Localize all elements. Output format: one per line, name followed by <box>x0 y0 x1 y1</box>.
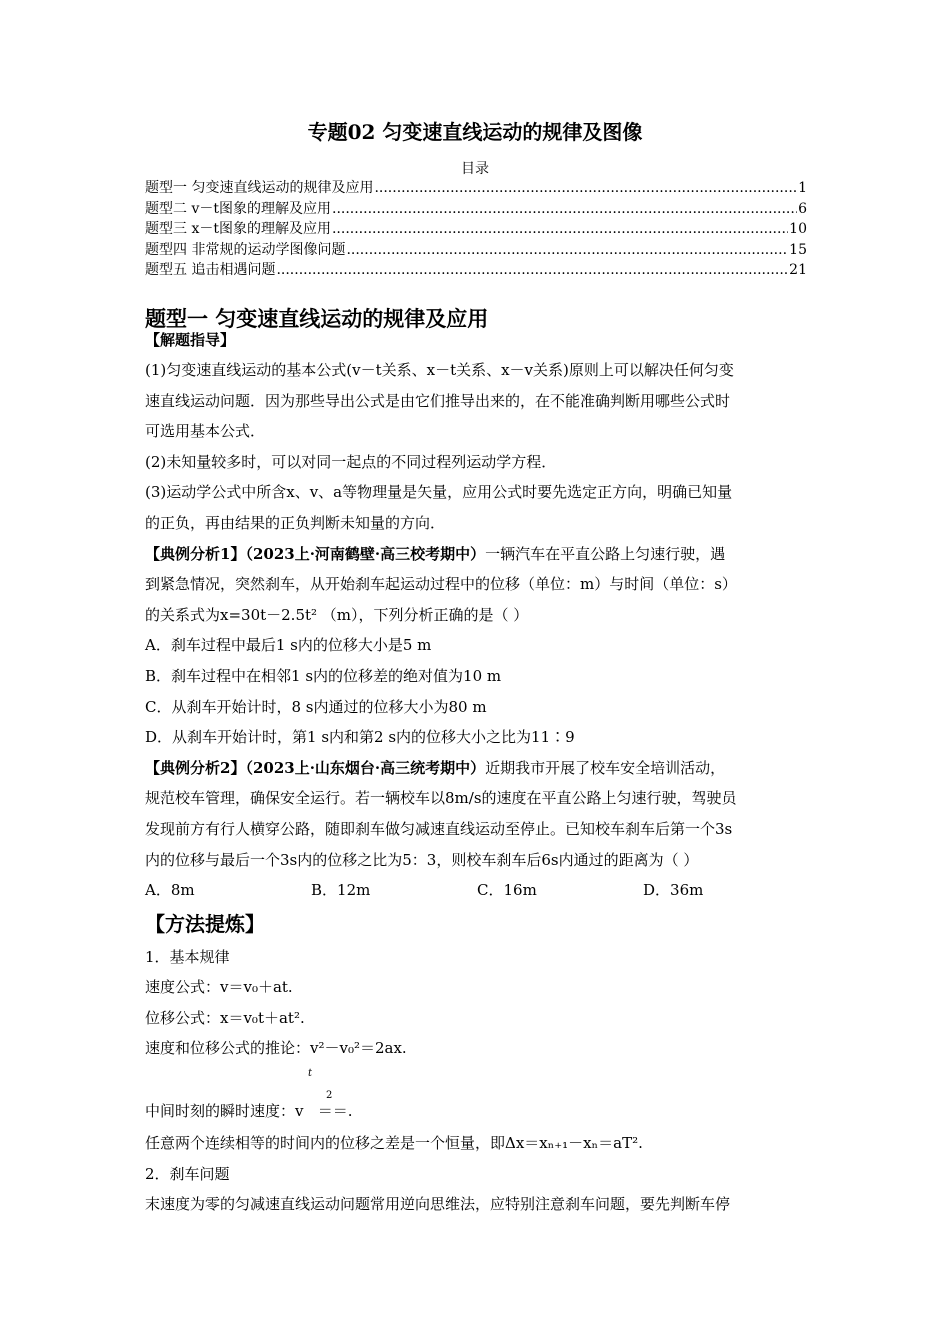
example1-option-b: B．刹车过程中在相邻1 s内的位移差的绝对值为10 m <box>145 666 502 685</box>
toc-entry-page: 1 <box>798 180 807 196</box>
section-body <box>145 355 810 1220</box>
toc-entry-label: 题型二 v－t图象的理解及应用 <box>145 200 331 217</box>
guide-line: (2)未知量较多时，可以对同一起点的不同过程列运动学方程． <box>145 452 557 471</box>
toc-leader-dots <box>332 199 797 220</box>
formula-delta-x: 任意两个连续相等的时间内的位移之差是一个恒量，即Δx＝xₙ₊₁－xₙ＝aT². <box>145 1134 643 1153</box>
formula-inference: 速度和位移公式的推论：v²－v₀²＝2ax. <box>145 1039 407 1058</box>
toc-entry[interactable] <box>145 199 807 220</box>
mid-time-2: 2 <box>326 1090 333 1102</box>
example2-option-c: C．16m <box>477 881 537 900</box>
toc-entry-label: 题型五 追击相遇问题 <box>145 262 276 278</box>
example2-line: 规范校车管理，确保安全运行。若一辆校车以8m/s的速度在平直公路上匀速行驶，驾驶员 <box>145 789 737 808</box>
toc-entry-page: 21 <box>789 262 807 278</box>
guide-line: (3)运动学公式中所含x、v、a等物理量是矢量，应用公式时要先选定正方向，明确已知量 <box>145 483 733 502</box>
example1-option-d: D．从刹车开始计时，第1 s内和第2 s内的位移大小之比为11∶9 <box>145 728 575 747</box>
example2-option-b: B．12m <box>311 881 371 900</box>
mid-time-t: t <box>308 1068 313 1080</box>
example1-option-a: A．刹车过程中最后1 s内的位移大小是5 m <box>145 636 432 655</box>
example2-option-d: D．36m <box>643 881 704 900</box>
formula-velocity: 速度公式：v＝v₀＋at. <box>145 978 293 997</box>
mid-time-rest: ＝＝. <box>317 1102 353 1121</box>
method-heading: 【方法提炼】 <box>145 911 265 936</box>
example2-line: 内的位移与最后一个3s内的位移之比为5：3，则校车刹车后6s内通过的距离为（ ） <box>145 850 699 869</box>
example2-first-line <box>145 753 810 784</box>
example2-text: 近期我市开展了校车安全培训活动， <box>485 758 726 777</box>
guide-line: 可选用基本公式． <box>145 422 266 441</box>
page-title: 专题02 匀变速直线运动的规律及图像 <box>307 120 643 144</box>
example1-line: 的关系式为x=30t－2.5t² （m），下列分析正确的是（ ） <box>145 605 529 624</box>
toc-entry[interactable] <box>145 240 807 261</box>
toc-leader-dots <box>374 178 797 199</box>
mid-time-label: 中间时刻的瞬时速度：v <box>145 1102 304 1121</box>
example1-option-c: C．从刹车开始计时，8 s内通过的位移大小为80 m <box>145 697 487 716</box>
toc-entry-label: 题型三 x－t图象的理解及应用 <box>145 221 331 237</box>
example2-line: 发现前方有行人横穿公路，随即刹车做匀减速直线运动至停止。已知校车刹车后第一个3s <box>145 819 733 838</box>
example1-line: 到紧急情况，突然刹车，从开始刹车起运动过程中的位移（单位：m）与时间（单位：s） <box>145 575 737 594</box>
formula-mid-time-velocity <box>145 1064 810 1128</box>
toc-entry[interactable] <box>145 219 807 240</box>
guide-heading: 【解题指导】 <box>145 331 236 349</box>
example2-option-a: A．8m <box>145 881 195 900</box>
method-sub-brake: 2．刹车问题 <box>145 1164 230 1183</box>
guide-line: (1)匀变速直线运动的基本公式(v－t关系、x－t关系、x－v关系)原则上可以解决任何匀变 <box>145 361 734 379</box>
example1-source: （2023上·河南鹤壁·高三校考期中） <box>245 544 486 563</box>
example2-options <box>145 875 810 906</box>
toc-entry-page: 10 <box>789 221 807 237</box>
toc-heading: 目录 <box>461 161 489 177</box>
method-sub-basic: 1．基本规律 <box>145 947 230 966</box>
section-heading: 题型一 匀变速直线运动的规律及应用 <box>145 306 489 331</box>
example2-tag: 【典例分析2】 <box>145 758 246 777</box>
table-of-contents <box>145 178 807 281</box>
mid-time-text <box>145 1096 353 1126</box>
toc-leader-dots <box>332 219 788 240</box>
toc-entry-label: 题型四 非常规的运动学图像问题 <box>145 241 346 258</box>
formula-displacement: 位移公式：x＝v₀t＋at². <box>145 1008 305 1027</box>
example1-first-line <box>145 539 810 570</box>
toc-entry[interactable] <box>145 260 807 281</box>
example1-tag: 【典例分析1】 <box>145 544 246 563</box>
example2-source: （2023上·山东烟台·高三统考期中） <box>245 758 486 777</box>
guide-line: 的正负，再由结果的正负判断未知量的方向． <box>145 513 446 532</box>
toc-leader-dots <box>346 240 788 261</box>
toc-entry-label: 题型一 匀变速直线运动的规律及应用 <box>145 180 374 196</box>
toc-entry[interactable] <box>145 178 807 199</box>
toc-entry-page: 15 <box>789 241 807 258</box>
toc-leader-dots <box>276 260 788 281</box>
example1-text: 一辆汽车在平直公路上匀速行驶，遇 <box>485 544 726 563</box>
toc-entry-page: 6 <box>798 200 807 217</box>
guide-line: 速直线运动问题．因为那些导出公式是由它们推导出来的，在不能准确判断用哪些公式时 <box>145 391 731 410</box>
brake-text: 末速度为零的匀减速直线运动问题常用逆向思维法，应特别注意刹车问题，要先判断车停 <box>145 1195 731 1214</box>
